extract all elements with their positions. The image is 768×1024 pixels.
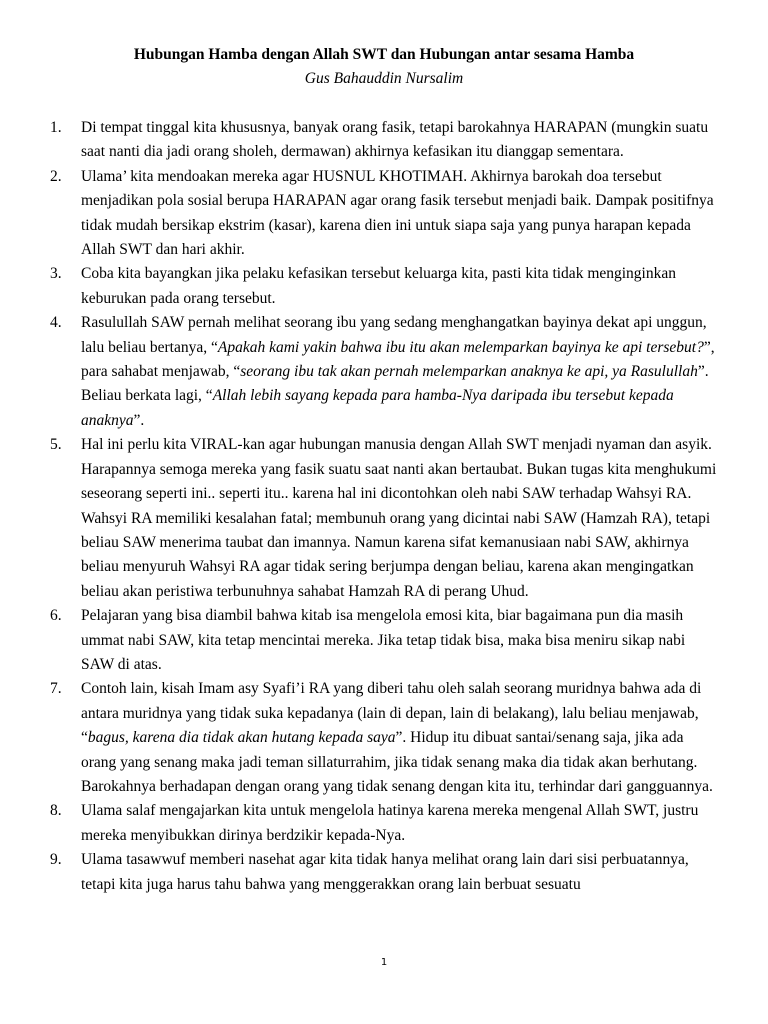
text-segment: Ulama’ kita mendoakan mereka agar HUSNUL KHOTIMAH. Akhirnya barokah doa tersebut menjadikan pola sosial berupa HARAPAN agar orang fasik tersebut menjadi baik. Dampak positifnya tidak mudah bersikap ekstrim (kasar), karena dien ini untuk siapa saja yang punya harapan kepada Allah SWT dan hari akhir. bbox=[81, 167, 714, 259]
list-item-number: 5. bbox=[50, 436, 62, 454]
quote-text: Allah lebih sayang kepada para hamba-Nya daripada ibu tersebut kepada anaknya bbox=[81, 387, 674, 429]
list-item-text bbox=[81, 677, 722, 799]
list-item bbox=[50, 165, 722, 263]
text-segment: Ulama tasawwuf memberi nasehat agar kita tidak hanya melihat orang lain dari sisi perbuatannya, tetapi kita juga harus tahu bahwa yang menggerakkan orang lain berbuat sesuatu bbox=[81, 851, 689, 893]
list-item bbox=[50, 433, 722, 604]
list-item-text bbox=[81, 116, 722, 165]
document-author: Gus Bahauddin Nursalim bbox=[304, 70, 464, 87]
list-item-text bbox=[81, 165, 722, 263]
list-item bbox=[50, 604, 722, 677]
text-segment: Coba kita bayangkan jika pelaku kefasikan tersebut keluarga kita, pasti kita tidak menginginkan keburukan pada orang tersebut. bbox=[81, 265, 676, 307]
list-item bbox=[50, 116, 722, 165]
text-segment: Di tempat tinggal kita khususnya, banyak orang fasik, tetapi barokahnya HARAPAN (mungkin suatu saat nanti dia jadi orang sholeh, dermawan) akhirnya kefasikan itu dianggap sementara. bbox=[81, 119, 709, 161]
numbered-list bbox=[50, 116, 722, 897]
list-item-number: 4. bbox=[50, 314, 62, 332]
list-item-number: 6. bbox=[50, 607, 62, 625]
text-segment: ”, para sahabat menjawab, “ bbox=[81, 338, 715, 381]
list-item-number: 1. bbox=[50, 119, 62, 136]
list-item-text bbox=[81, 848, 722, 897]
text-segment: ”. bbox=[133, 411, 145, 429]
list-item bbox=[50, 311, 722, 433]
quote-text: seorang ibu tak akan pernah melemparkan anaknya ke api, ya Rasulullah bbox=[240, 363, 698, 381]
text-segment: Ulama salaf mengajarkan kita untuk mengelola hatinya karena mereka mengenal Allah SWT, justru mereka menyibukkan dirinya berdzikir kepada-Nya. bbox=[81, 802, 699, 844]
list-item-text bbox=[81, 799, 722, 848]
list-item-number: 3. bbox=[50, 265, 62, 283]
page-number: 1 bbox=[380, 957, 388, 968]
list-item-number: 9. bbox=[50, 851, 62, 869]
list-item-text bbox=[81, 433, 722, 604]
list-item-text bbox=[81, 311, 722, 433]
list-item bbox=[50, 677, 722, 799]
list-item-number: 7. bbox=[50, 680, 62, 698]
quote-text: Apakah kami yakin bahwa ibu itu akan melemparkan bayinya ke api tersebut? bbox=[217, 338, 704, 356]
list-item bbox=[50, 799, 722, 848]
list-item-text bbox=[81, 262, 722, 311]
text-segment: Rasulullah SAW pernah melihat seorang ibu yang sedang menghangatkan bayinya dekat api unggun, lalu beliau bertanya, “ bbox=[81, 314, 707, 356]
list-item-number: 8. bbox=[50, 802, 62, 820]
quote-text: bagus, karena dia tidak akan hutang kepada saya bbox=[87, 729, 396, 747]
list-item bbox=[50, 848, 722, 897]
list-item bbox=[50, 262, 722, 311]
text-segment: ”. Hidup itu dibuat santai/senang saja, jika ada orang yang senang maka jadi teman sillaturrahim, jika tidak senang maka dia tidak akan berhutang. Barokahnya berhadapan dengan orang yang tidak senang dengan kita itu, terhindar dari gangguannya. bbox=[81, 729, 713, 795]
text-segment: Hal ini perlu kita VIRAL-kan agar hubungan manusia dengan Allah SWT menjadi nyaman dan asyik. Harapannya semoga mereka yang fasik suatu saat nanti akan bertaubat. Bukan tugas kita menghukumi seseorang seperti ini.. seperti itu.. karena hal ini dicontohkan oleh nabi SAW terhadap Wahsyi RA. Wahsyi RA memiliki kesalahan fatal; membunuh orang yang dicintai nabi SAW (Hamzah RA), tetapi beliau SAW menerima taubat dan imannya. Namun karena sifat kemanusiaan nabi SAW, akhirnya beliau menyuruh Wahsyi RA agar tidak sering berjumpa dengan beliau, karena akan mengingatkan beliau akan peristiwa terbunuhnya sahabat Hamzah RA di perang Uhud. bbox=[81, 436, 717, 600]
text-segment: Pelajaran yang bisa diambil bahwa kitab isa mengelola emosi kita, biar bagaimana pun dia masih ummat nabi SAW, kita tetap mencintai mereka. Jika tetap tidak bisa, maka bisa meniru sikap nabi SAW di atas. bbox=[81, 607, 686, 673]
text-segment: Contoh lain, kisah Imam asy Syafi’i RA yang diberi tahu oleh salah seorang muridnya bahwa ada di antara muridnya yang tidak suka kepadanya (lain di depan, lain di belakang), lalu beliau menjawab, “ bbox=[81, 680, 702, 747]
list-item-number: 2. bbox=[50, 167, 62, 185]
document-title: Hubungan Hamba dengan Allah SWT dan Hubungan antar sesama Hamba bbox=[133, 46, 635, 63]
list-item-text bbox=[81, 604, 722, 677]
text-segment: ”. Beliau berkata lagi, “ bbox=[81, 363, 709, 405]
